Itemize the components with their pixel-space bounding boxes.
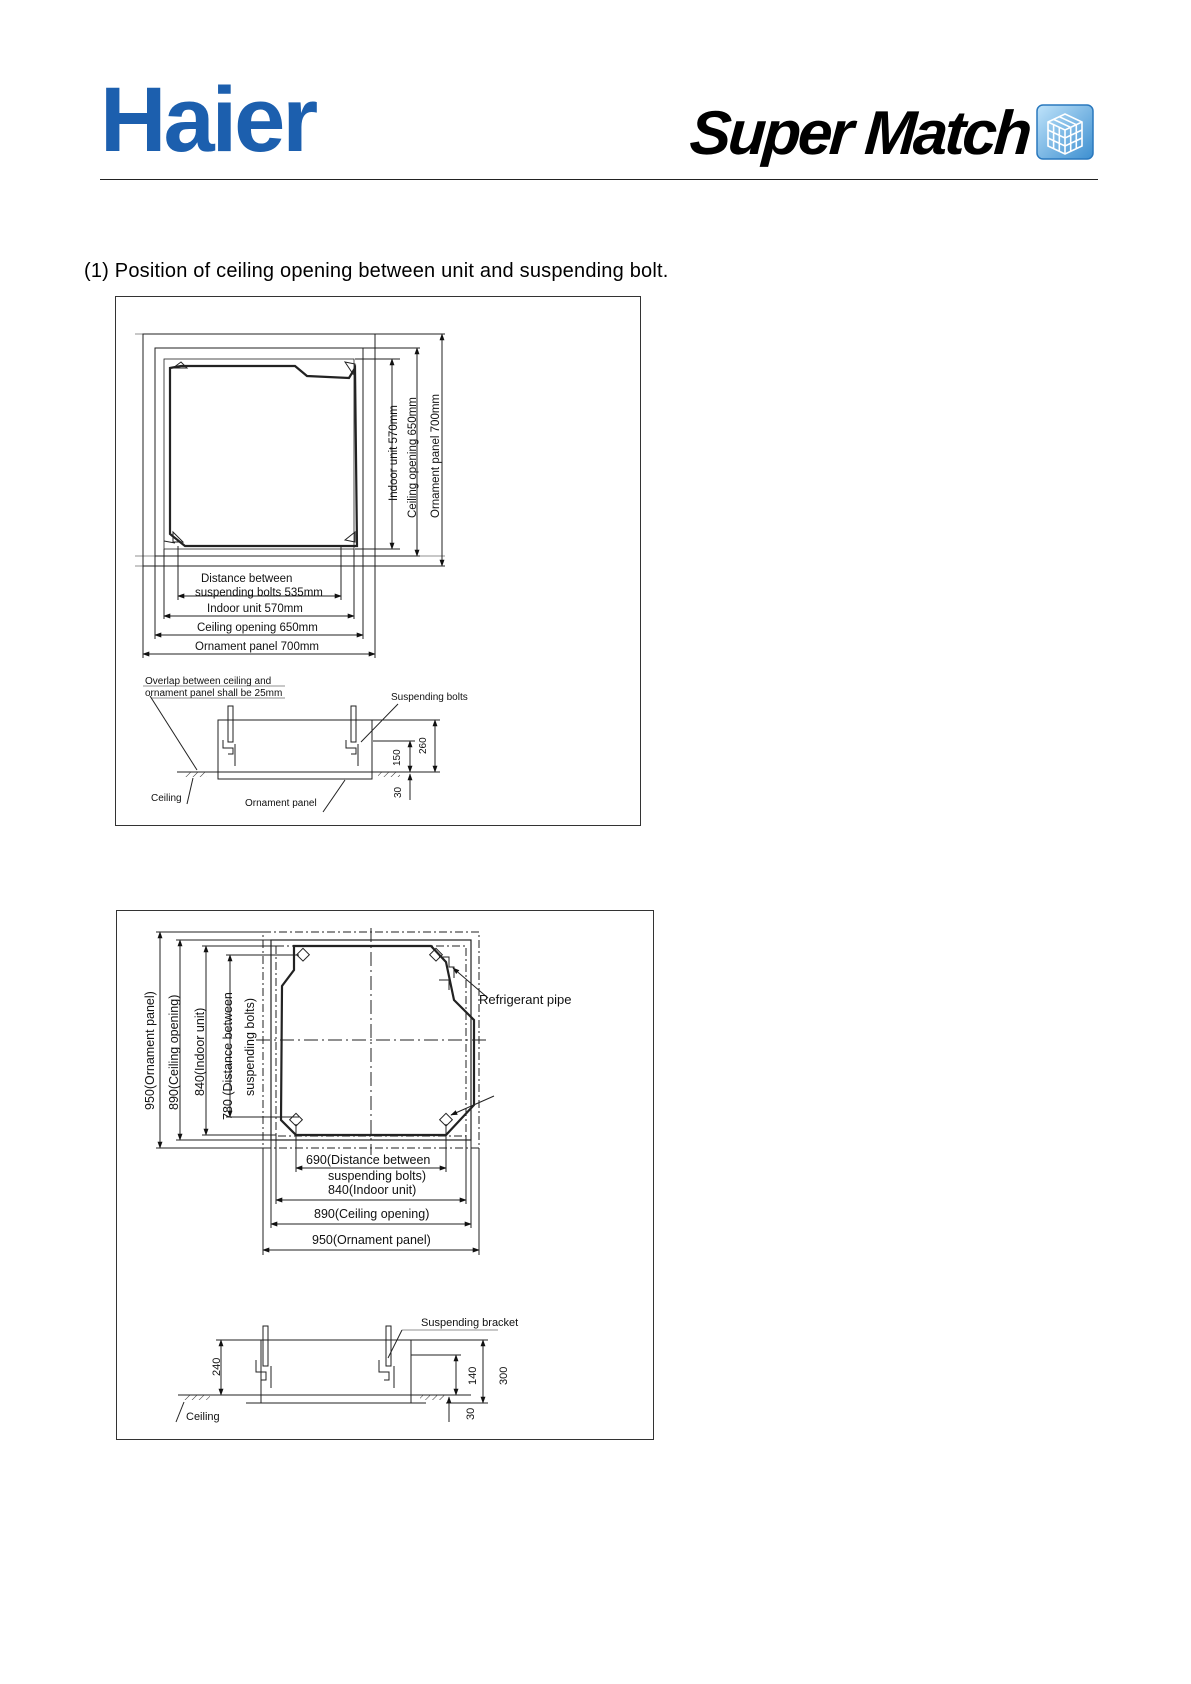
fig1-suspending-bolts: Suspending bolts (391, 692, 468, 703)
fig1-dim-panel-horizontal: Ornament panel 700mm (195, 641, 320, 653)
fig2-dim-bolts-vertical-line2: suspending bolts) (243, 998, 257, 1096)
fig2-dim-bolts-horizontal-line1: 690(Distance between (306, 1153, 431, 1167)
fig1-dim-indoor-vertical: Indoor unit 570mm (388, 405, 400, 501)
fig1-note-line1: Overlap between ceiling and (145, 676, 272, 687)
fig1-h150: 150 (392, 749, 403, 766)
fig1-ceiling-label: Ceiling (151, 793, 182, 804)
fig2-dim-ceiling-horizontal: 890(Ceiling opening) (314, 1207, 430, 1221)
fig1-h30: 30 (393, 786, 404, 798)
fig2-h240: 240 (211, 1357, 223, 1376)
fig2-dim-indoor-horizontal: 840(Indoor unit) (328, 1183, 417, 1197)
fig1-dim-bolts-line2: suspending bolts 535mm (195, 587, 323, 599)
fig2-dim-ceiling-vertical: 890(Ceiling opening) (167, 994, 181, 1110)
fig2-dim-bolts-vertical-line1: 780 (Distance between (221, 992, 235, 1120)
fig2-dim-panel-vertical: 950(Ornament panel) (143, 991, 157, 1110)
fig2-h140: 140 (467, 1366, 479, 1385)
fig1-dim-indoor-horizontal: Indoor unit 570mm (207, 603, 303, 615)
fig2-dim-bolts-horizontal-line2: suspending bolts) (328, 1169, 426, 1183)
fig1-h260: 260 (418, 737, 429, 754)
figure-1-diagram (115, 296, 641, 826)
fig2-dim-panel-horizontal: 950(Ornament panel) (312, 1233, 431, 1247)
fig2-refrigerant-pipe: Refrigerant pipe (479, 992, 572, 1007)
fig1-dim-ceiling-vertical: Ceiling opening 650mm (407, 397, 419, 518)
figure-2-diagram (116, 910, 654, 1440)
fig2-ceiling-label: Ceiling (186, 1411, 220, 1423)
haier-logo: Haier (100, 69, 316, 171)
fig1-dim-bolts-line1: Distance between (201, 573, 293, 585)
fig2-h300: 300 (498, 1366, 510, 1385)
section-heading: (1) Position of ceiling opening between unit and suspending bolt. (84, 260, 669, 282)
fig2-suspending-bracket: Suspending bracket (421, 1317, 519, 1329)
fig1-dim-panel-vertical: Ornament panel 700mm (430, 393, 442, 518)
super-match-logo: Super Match (687, 99, 1032, 168)
cube-logo-icon (1036, 104, 1094, 160)
fig1-ornament-panel-label: Ornament panel (245, 798, 317, 809)
fig1-note-line2: ornament panel shall be 25mm (145, 688, 283, 699)
header-rule (100, 179, 1098, 180)
fig1-dim-ceiling-horizontal: Ceiling opening 650mm (197, 622, 318, 634)
fig2-h30: 30 (465, 1407, 477, 1420)
fig2-dim-indoor-vertical: 840(Indoor unit) (193, 1007, 207, 1096)
